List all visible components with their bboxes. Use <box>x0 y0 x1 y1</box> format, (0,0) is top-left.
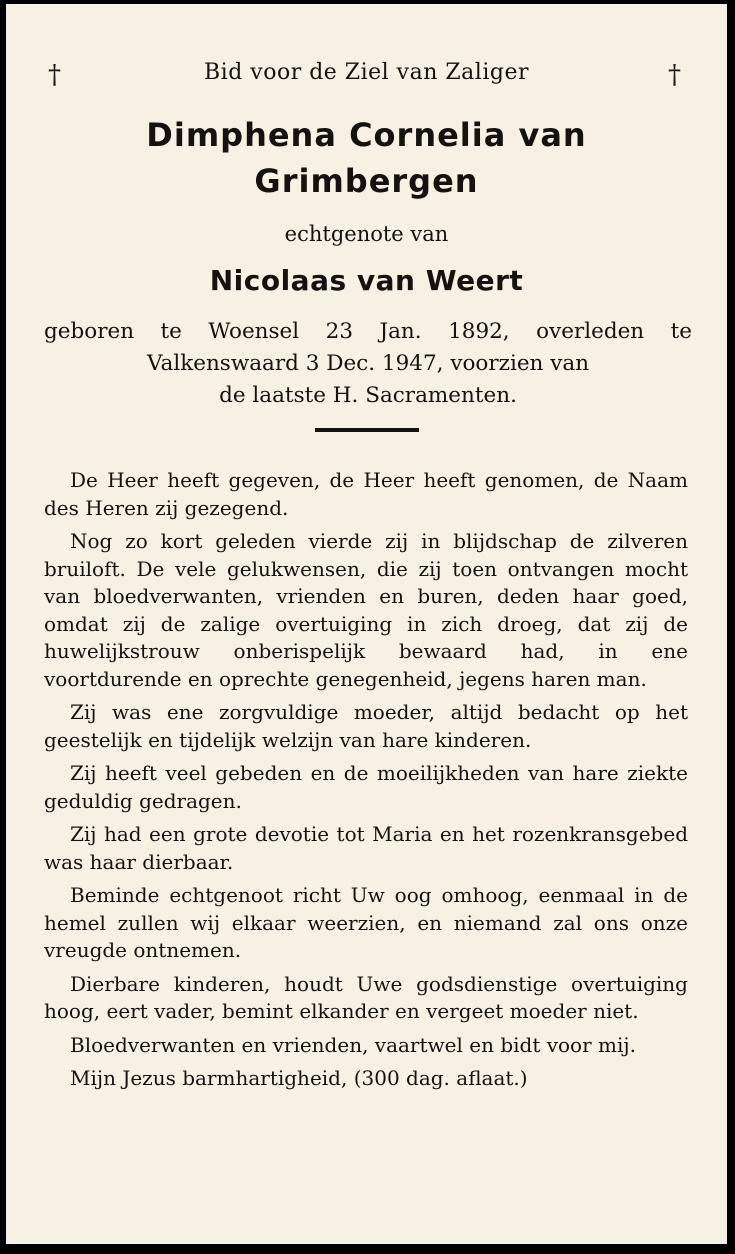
deceased-name-line2: Grimbergen <box>254 162 479 200</box>
cross-icon-left: † <box>48 60 61 90</box>
spouse-name: Nicolaas van Weert <box>209 264 524 297</box>
paragraph-4: Zij heeft veel gebeden en de moeilijkheden van hare ziekte geduldig gedragen. <box>44 761 688 813</box>
dates-line1: geboren te Woensel 23 Jan. 1892, overleden te <box>44 319 692 344</box>
paragraph-7: Dierbare kinderen, houdt Uwe godsdienstige overtuiging hoog, eert vader, bemint elkander en vergeet moeder niet. <box>44 971 688 1023</box>
deceased-name-line1: Dimphena Cornelia van <box>146 116 587 154</box>
dates-line3: de laatste H. Sacramenten. <box>219 383 517 408</box>
paragraph-3: Zij was ene zorgvuldige moeder, altijd bedacht op het geestelijk en tijdelijk welzijn van hare kinderen. <box>44 700 688 752</box>
dates-block <box>44 316 692 412</box>
paragraph-5: Zij had een grote devotie tot Maria en het rozenkransgebed was haar dierbaar. <box>44 822 688 874</box>
paragraph-9: Mijn Jezus barmhartigheid, (300 dag. aflaat.) <box>70 1066 528 1090</box>
memorial-card <box>6 4 727 1244</box>
paragraph-1: De Heer heeft gegeven, de Heer heeft genomen, de Naam des Heren zij gezegend. <box>44 468 688 520</box>
prayer-heading: Bid voor de Ziel van Zaliger <box>204 60 529 85</box>
dates-line2: Valkenswaard 3 Dec. 1947, voorzien van <box>146 351 590 376</box>
paragraph-8: Bloedverwanten en vrienden, vaartwel en bidt voor mij. <box>70 1032 636 1057</box>
divider-rule <box>315 428 419 432</box>
paragraph-2: Nog zo kort geleden vierde zij in blijdschap de zilveren bruiloft. De vele gelukwensen, die zij toen ontvangen mocht van bloedverwanten, vrienden en buren, deden haar goed, omdat zij de zalige overtuiging in zich droeg, dat zij de huwelijkstrouw onberispelijk bewaard had, in ene voortdurende en oprechte genegenheid, jegens haren man. <box>44 529 688 691</box>
memorial-text <box>44 467 688 1099</box>
cross-icon-right: † <box>668 60 681 90</box>
spouse-label: echtgenote van <box>284 222 449 246</box>
paragraph-6: Beminde echtgenoot richt Uw oog omhoog, eenmaal in de hemel zullen wij elkaar weerzien, en niemand zal ons onze vreugde ontnemen. <box>44 883 688 962</box>
